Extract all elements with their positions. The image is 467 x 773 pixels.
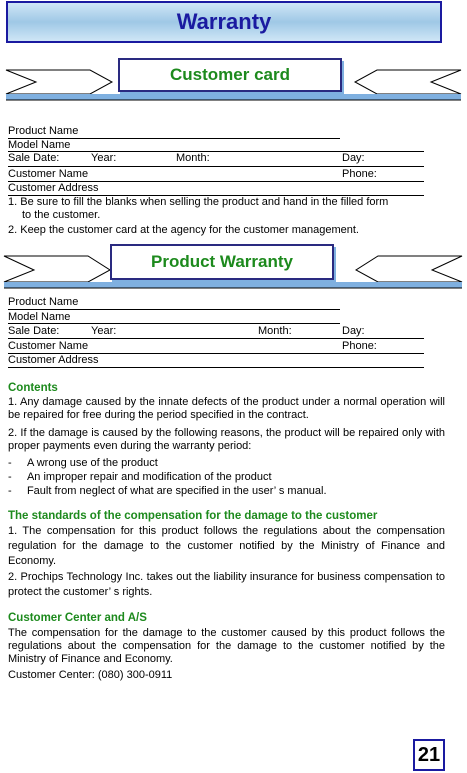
pw-customer-name-label: Customer Name bbox=[8, 340, 89, 352]
pw-phone-label: Phone: bbox=[342, 340, 377, 352]
cc-customer-name-label: Customer Name bbox=[8, 168, 89, 180]
pw-customer-address-label: Customer Address bbox=[8, 354, 99, 366]
cc-note-2: 2. Keep the customer card at the agency for the customer management. bbox=[8, 224, 359, 236]
page-number: 21 bbox=[413, 739, 445, 771]
standards-item-1: 1. The compensation for this product follows the regulations about the compensation regulation for the damage to the customer notified by the Ministry of Finance and Economy. bbox=[8, 525, 445, 567]
contents-bullet-3: - Fault from neglect of what are specified in the user’ s manual. bbox=[8, 485, 327, 497]
cc-sale-date-line bbox=[8, 166, 424, 167]
pw-model-name-line bbox=[8, 323, 340, 324]
pw-day-label: Day: bbox=[342, 325, 365, 337]
cc-product-name-label: Product Name bbox=[8, 125, 79, 137]
pw-product-name-line bbox=[8, 309, 340, 310]
center-body: The compensation for the damage to the customer caused by this product follows the regulations about the compensation for the damage to the customer notified by the Ministry of Finance and Economy. bbox=[8, 627, 445, 665]
standards-item-2: 2. Prochips Technology Inc. takes out the liability insurance for business compensation to protect the customer’ s rights. bbox=[8, 571, 445, 598]
cc-year-label: Year: bbox=[91, 152, 117, 164]
pw-customer-address-line bbox=[8, 367, 424, 368]
contents-heading: Contents bbox=[8, 382, 58, 394]
pw-model-name-label: Model Name bbox=[8, 311, 71, 323]
warranty-title-box bbox=[6, 1, 442, 43]
cc-model-name-label: Model Name bbox=[8, 139, 71, 151]
product-warranty-banner: Product Warranty bbox=[110, 244, 334, 280]
cc-customer-address-label: Customer Address bbox=[8, 182, 99, 194]
contents-item-2: 2. If the damage is caused by the following reasons, the product will be repaired only with proper payments even during the warranty period: bbox=[8, 427, 445, 452]
pw-year-label: Year: bbox=[91, 325, 117, 337]
cc-note-1: 1. Be sure to fill the blanks when selling the product and hand in the filled form bbox=[8, 196, 389, 208]
cc-sale-date-label: Sale Date: bbox=[8, 152, 60, 164]
pw-sale-date-line bbox=[8, 338, 424, 339]
pw-sale-date-label: Sale Date: bbox=[8, 325, 60, 337]
cc-month-label: Month: bbox=[176, 152, 210, 164]
contents-item-1: 1. Any damage caused by the innate defects of the product under a normal operation will be repaired for free during the period specified in the contract. bbox=[8, 396, 445, 421]
contents-bullet-1: - A wrong use of the product bbox=[8, 457, 158, 469]
cc-note-1-cont: to the customer. bbox=[22, 209, 101, 221]
cc-phone-label: Phone: bbox=[342, 168, 377, 180]
center-heading: Customer Center and A/S bbox=[8, 612, 147, 624]
standards-heading: The standards of the compensation for the damage to the customer bbox=[8, 510, 378, 522]
pw-month-label: Month: bbox=[258, 325, 292, 337]
customer-card-banner: Customer card bbox=[118, 58, 342, 92]
customer-center-phone: Customer Center: (080) 300-0911 bbox=[8, 669, 173, 681]
page-title: Warranty bbox=[176, 9, 272, 34]
pw-product-name-label: Product Name bbox=[8, 296, 79, 308]
cc-day-label: Day: bbox=[342, 152, 365, 164]
contents-bullet-2: - An improper repair and modification of the product bbox=[8, 471, 272, 483]
